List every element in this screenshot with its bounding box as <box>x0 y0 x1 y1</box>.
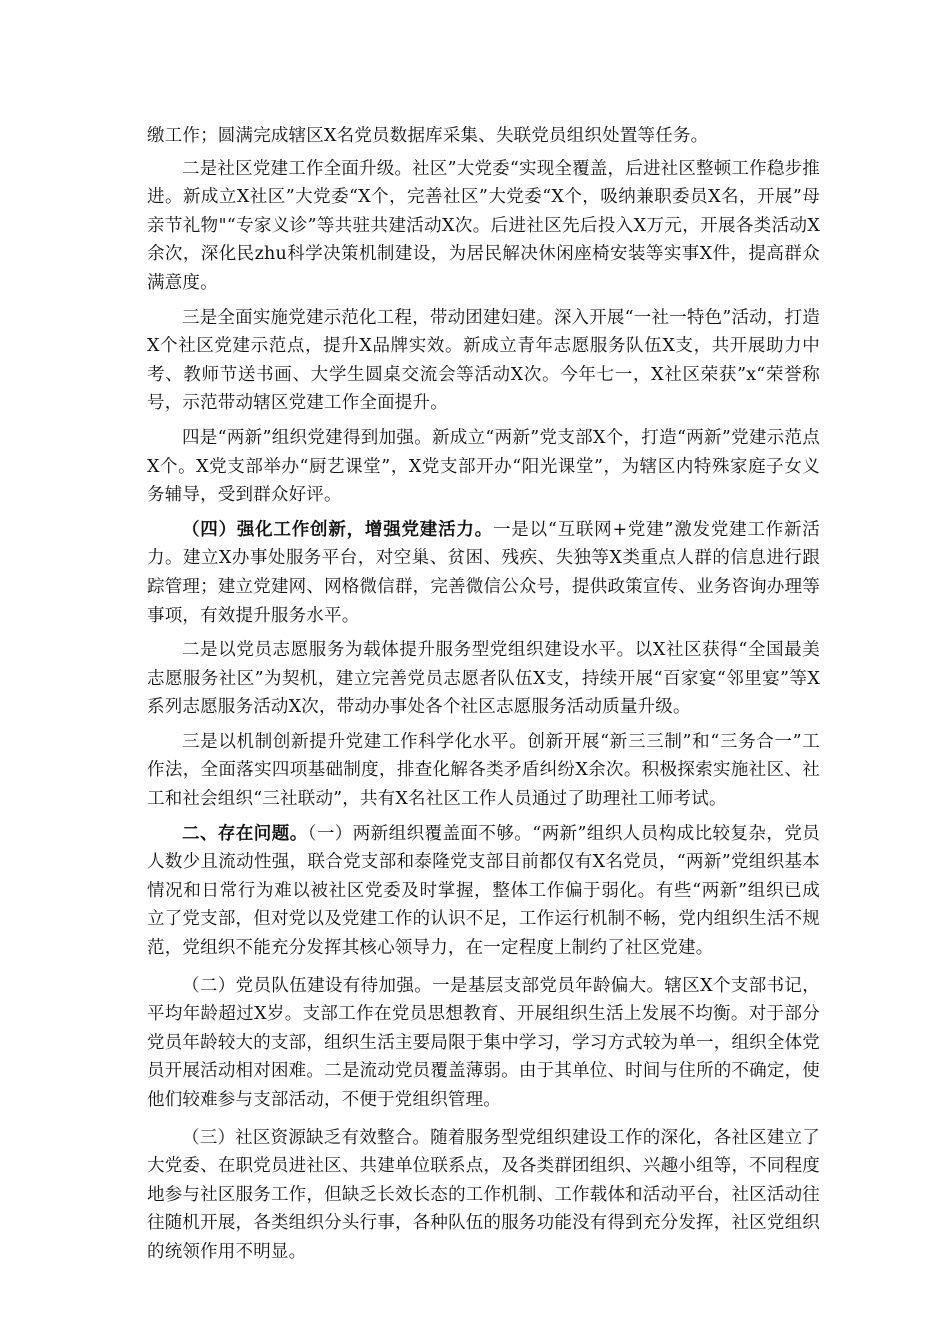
paragraph-party-member-team: （二）党员队伍建设有待加强。一是基层支部党员年龄偏大。辖区X个支部书记，平均年龄超过X岁。支部工作在党员思想教育、开展组织生活上发展不均衡。对于部分党员年龄较大的支部，组织生活主要局限于集中学习，学习方式较为单一，组织全体党员开展活动相对困难。二是流动党员覆盖薄弱。由于其单位、时间与住所的不确定，使他们较难参与支部活动，不便于党组织管理。 <box>147 975 820 1110</box>
paragraph-existing-problems-text: （一）两新组织覆盖面不够。“两新”组织人员构成比较复杂，党员人数少且流动性强，联合党支部和泰隆党支部目前都仅有X名党员，“两新”党组织基本情况和日常行为难以被社区党委及时掌握，整体工作偏于弱化。有些“两新”组织已成立了党支部，但对党以及党建工作的认识不足，工作运行机制不畅，党内组织生活不规范，党组织不能充分发挥其核心领导力，在一定程度上制约了社区党建。 <box>147 823 820 959</box>
paragraph-work-innovation <box>147 516 820 630</box>
paragraph-two-new-organizations: 四是“两新”组织党建得到加强。新成立“两新”党支部X个，打造“两新”党建示范点X个。X党支部举办“厨艺课堂”，X党支部开办“阳光课堂”，为辖区内特殊家庭子女义务辅导，受到群众好评。 <box>147 427 820 506</box>
paragraph-volunteer-service: 二是以党员志愿服务为载体提升服务型党组织建设水平。以X社区获得“全国最美志愿服务社区”为契机，建立完善党员志愿者队伍X支，持续开展“百家宴“邻里宴”等X系列志愿服务活动X次，带动办事处各个社区志愿服务活动质量升级。 <box>147 640 820 718</box>
paragraph-community-resources: （三）社区资源缺乏有效整合。随着服务型党组织建设工作的深化，各社区建立了大党委、在职党员进社区、共建单位联系点，及各类群团组织、兴趣小组等，不同程度地参与社区服务工作，但缺乏长效长态的工作机制、工作载体和活动平台，社区活动往往随机开展，各类组织分头行事，各种队伍的服务功能没有得到充分发挥，社区党组织的统领作用不明显。 <box>147 1127 820 1262</box>
paragraph-work-innovation-text: 一是以“互联网+党建”激发党建工作新活力。建立X办事处服务平台，对空巢、贫困、残疾、失独等X类重点人群的信息进行跟踪管理；建立党建网、网格微信群，完善微信公众号，提供政策宣传、业务咨询办理等事项，有效提升服务水平。 <box>147 519 821 626</box>
section-heading-existing-problems: 二、存在问题。 <box>182 823 308 844</box>
paragraph-community-party-upgrade: 二是社区党建工作全面升级。社区”大党委“实现全覆盖，后进社区整顿工作稳步推进。新成立X社区”大党委“X个，完善社区”大党委“X个，吸纳兼职委员X名，开展”母亲节礼物"“专家义诊”等共驻共建活动X次。后进社区先后投入X万元，开展各类活动X余次，深化民zhu科学决策机制建设，为居民解决休闲座椅安装等实事X件，提高群众满意度。 <box>147 158 820 293</box>
document-body <box>147 122 820 1267</box>
paragraph-mechanism-innovation: 三是以机制创新提升党建工作科学化水平。创新开展“新三三制”和“三务合一”工作法，全面落实四项基础制度，排查化解各类矛盾纠纷X余次。积极探索实施社区、社工和社会组织“三社联动”，共有X名社区工作人员通过了助理社工师考试。 <box>147 731 820 810</box>
section-heading-work-innovation: （四）强化工作创新，增强党建活力。 <box>182 519 493 540</box>
paragraph-existing-problems <box>147 820 820 963</box>
paragraph-demonstration-project: 三是全面实施党建示范化工程，带动团建妇建。深入开展“一社一特色”活动，打造X个社区党建示范点，提升X品牌实效。新成立青年志愿服务队伍X支，共开展助力中考、教师节送书画、大学生圆桌交流会等活动X次。今年七一，X社区荣获”x“荣誉称号，示范带动辖区党建工作全面提升。 <box>147 307 820 414</box>
paragraph-continuation: 缴工作；圆满完成辖区X名党员数据库采集、失联党员组织处置等任务。 <box>147 126 709 146</box>
